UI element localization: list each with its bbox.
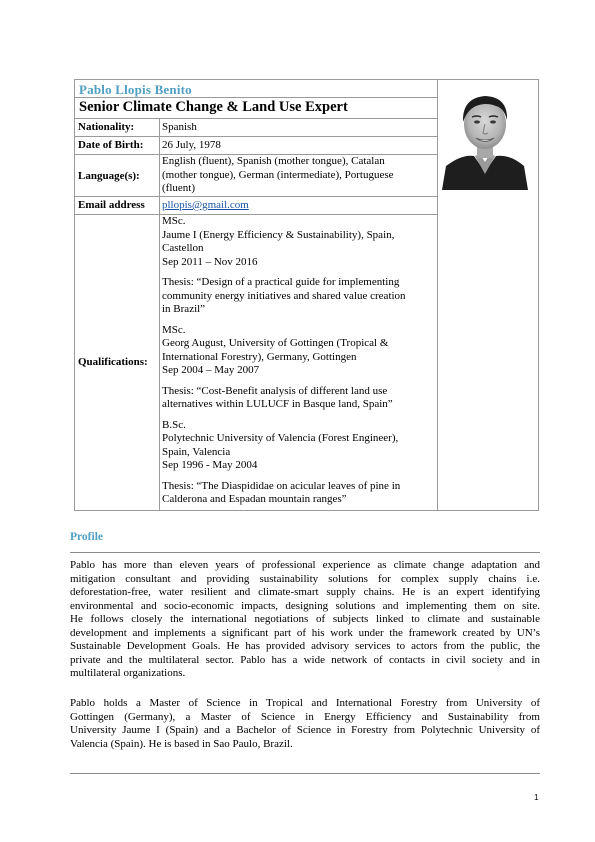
- languages-value: English (fluent), Spanish (mother tongue), Catalan (mother tongue), German (intermediate), Portuguese (fluent): [162, 155, 394, 194]
- languages-label: Language(s):: [78, 170, 140, 182]
- qualifications-list: MSc. Jaume I (Energy Efficiency & Sustainability), Spain, Castellon Sep 2011 – Nov 2016 Thesis: “Design of a practical guide for implementing community energy initiatives and shared value creation in Brazil” MSc. Georg August, University of Gottingen (Tropical & International Forestry), Germany, Gottingen Sep 2004 – May 2007 Thesis: “Cost-Benefit analysis of different land use alternatives within LULUCF in Basque land, Spain” B.Sc. Polytechnic University of Valencia (Forest Engineer), Spain, Valencia Sep 1996 - May 2004 Thesis: “The Diaspididae on acicular leaves of pine in Calderona and Espadan mountain ranges”: [162, 215, 434, 507]
- dob-value: 26 July, 1978: [162, 139, 221, 151]
- page-number: 1: [534, 793, 539, 802]
- qualification-degree: MSc.: [162, 215, 186, 227]
- person-name: Pablo Llopis Benito: [79, 82, 192, 97]
- email-link[interactable]: pllopis@gmail.com: [162, 199, 249, 211]
- email-label: Email address: [78, 199, 145, 211]
- profile-paragraph-1: Pablo has more than eleven years of professional experience as climate change adaptation and mitigation consultant and providing sustainability solutions for complex supply chains i.e. deforestation-free, water resilient and climate-smart supply chains. He is an expert identifying environmental and socio-economic impacts, designing solutions and implementing them on site. He follows closely the international negotiations of subjects linked to climate and sustainable development and implements a significant part of his work under the framework created by UN’s Sustainable Development Goals. He has provided advisory services to actors from the public, the private and the multilateral sector. Pablo has a wide network of contacts in civil society and in multilateral organizations.: [70, 559, 540, 679]
- table-divider: [437, 80, 438, 510]
- qualification-period: Sep 2004 – May 2007: [162, 364, 260, 376]
- cv-header-table: [74, 79, 539, 511]
- dob-label: Date of Birth:: [78, 139, 144, 151]
- qualification-degree: B.Sc.: [162, 418, 186, 431]
- qualification-degree: MSc.: [162, 323, 186, 336]
- nationality-value: Spanish: [162, 121, 197, 133]
- section-divider: [70, 552, 540, 553]
- profile-heading: Profile: [70, 531, 103, 543]
- qualifications-label: Qualifications:: [78, 356, 148, 368]
- nationality-label: Nationality:: [78, 121, 135, 133]
- profile-paragraph-2: Pablo holds a Master of Science in Tropical and International Forestry from University of Gottingen (Germany), a Master of Science in Energy Efficiency and Sustainability from University Jaume I (Spain) and a Bachelor of Science in Forestry from Polytechnic University of Valencia (Spain). He is based in Sao Paulo, Brazil.: [70, 697, 540, 750]
- profile-photo: [442, 82, 528, 190]
- footer-divider: [70, 773, 540, 774]
- job-title: Senior Climate Change & Land Use Expert: [79, 99, 348, 115]
- qualification-period: Sep 1996 - May 2004: [162, 459, 258, 471]
- qualification-period: Sep 2011 – Nov 2016: [162, 255, 258, 268]
